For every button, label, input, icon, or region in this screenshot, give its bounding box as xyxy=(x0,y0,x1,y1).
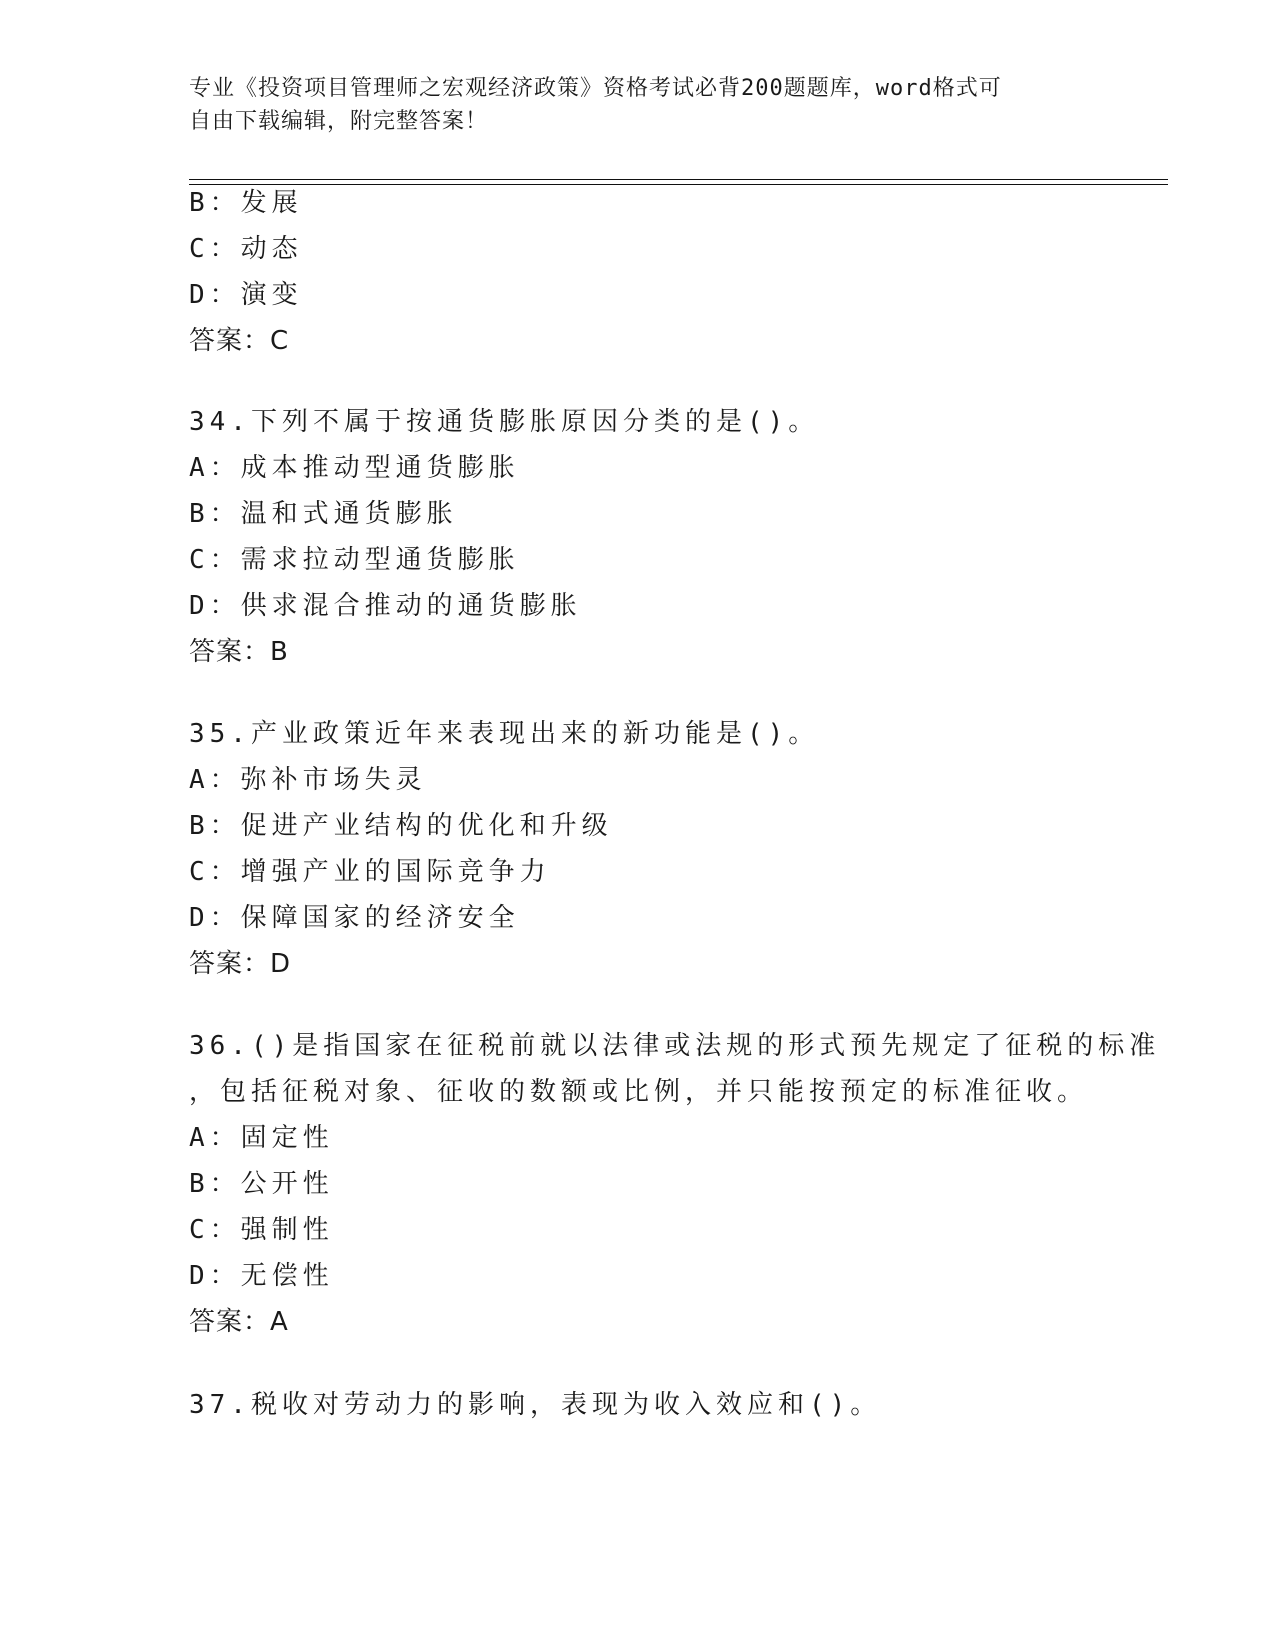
question-stem: 37.税收对劳动力的影响，表现为收入效应和()。 xyxy=(189,1390,882,1420)
answer: 答案：B xyxy=(189,637,289,667)
option-b: B：发展 xyxy=(189,188,303,218)
question-stem: 35.产业政策近年来表现出来的新功能是()。 xyxy=(189,719,820,749)
option-c: C：增强产业的国际竞争力 xyxy=(189,857,551,887)
header-line-2: 自由下载编辑，附完整答案！ xyxy=(189,109,489,134)
option-c: C：需求拉动型通货膨胀 xyxy=(189,545,520,575)
option-b: B：温和式通货膨胀 xyxy=(189,499,458,529)
option-d: D：保障国家的经济安全 xyxy=(189,903,520,933)
option-b: B：促进产业结构的优化和升级 xyxy=(189,811,613,841)
option-d: D：无偿性 xyxy=(189,1261,334,1291)
option-a: A：成本推动型通货膨胀 xyxy=(189,453,520,483)
option-d: D：供求混合推动的通货膨胀 xyxy=(189,591,582,621)
document-header xyxy=(189,72,1089,138)
option-c: C：动态 xyxy=(189,234,303,264)
question-36 xyxy=(189,1023,1161,1345)
option-a: A：固定性 xyxy=(189,1123,334,1153)
question-stem-line-1: 36.()是指国家在征税前就以法律或法规的形式预先规定了征税的标准 xyxy=(189,1031,1161,1061)
question-37 xyxy=(189,1382,1089,1428)
question-35 xyxy=(189,711,1089,987)
question-stem-line-2: ，包括征税对象、征收的数额或比例，并只能按预定的标准征收。 xyxy=(189,1077,1089,1107)
answer: 答案：C xyxy=(189,326,290,356)
option-c: C：强制性 xyxy=(189,1215,334,1245)
header-line-1: 专业《投资项目管理师之宏观经济政策》资格考试必背200题题库，word格式可 xyxy=(189,76,1002,101)
answer: 答案：D xyxy=(189,949,292,979)
option-b: B：公开性 xyxy=(189,1169,334,1199)
question-33-continued xyxy=(189,180,1089,364)
question-stem: 34.下列不属于按通货膨胀原因分类的是()。 xyxy=(189,407,820,437)
option-d: D：演变 xyxy=(189,280,303,310)
answer: 答案：A xyxy=(189,1307,289,1337)
question-34 xyxy=(189,399,1089,675)
option-a: A：弥补市场失灵 xyxy=(189,765,427,795)
